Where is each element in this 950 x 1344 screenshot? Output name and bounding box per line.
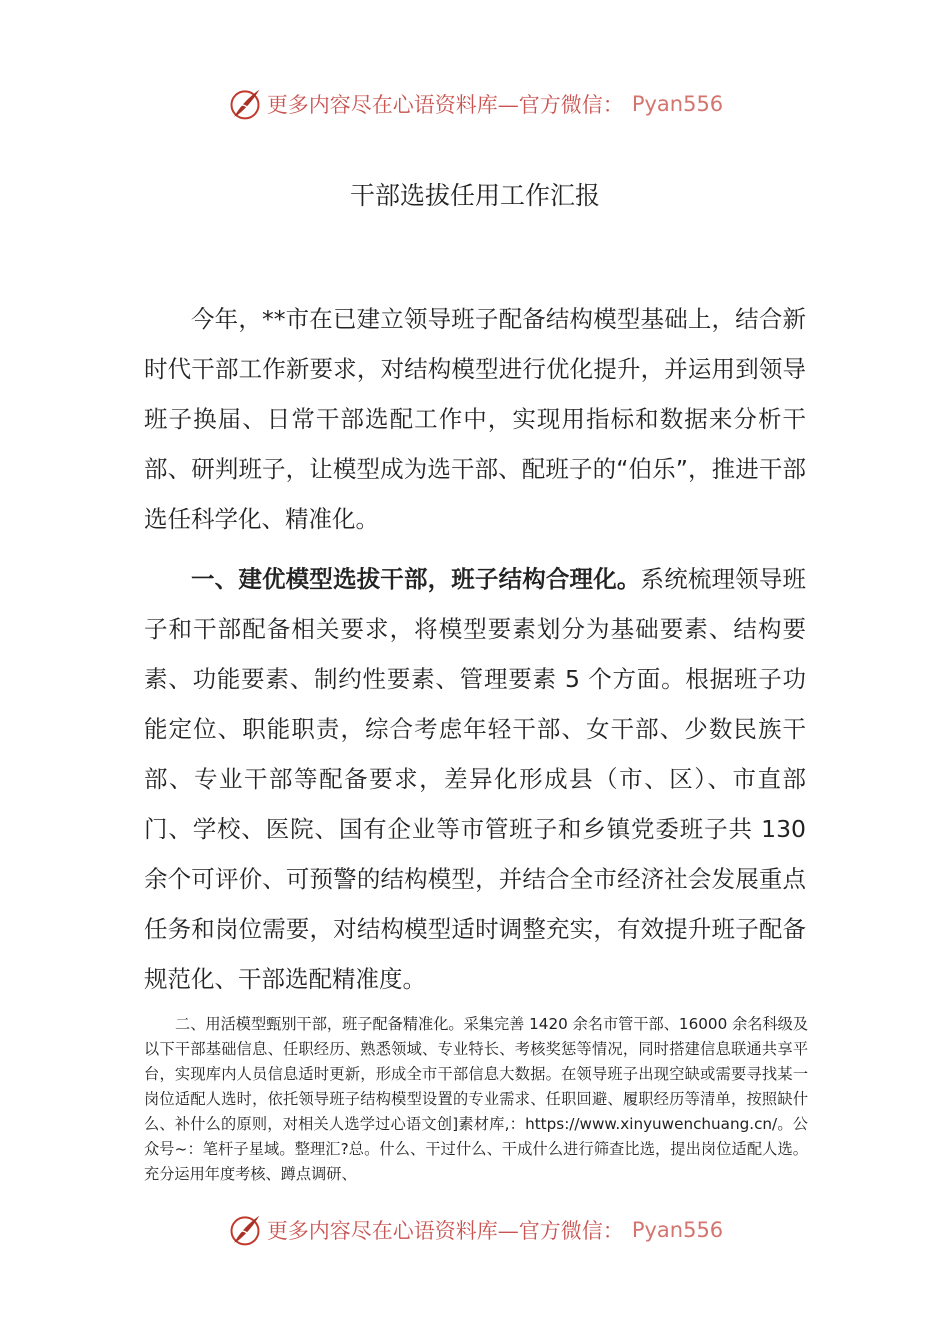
intro-paragraph: 今年，**市在已建立领导班子配备结构模型基础上，结合新时代干部工作新要求，对结构模型进行优化提升，并运用到领导班子换届、日常干部选配工作中，实现用指标和数据来分析干部、研判班子，让模型成为选干部、配班子的“伯乐”，推进干部选任科学化、精准化。: [144, 305, 806, 533]
document-title: 干部选拔任用工作汇报: [349, 181, 600, 210]
quill-logo-icon: [227, 86, 263, 122]
section-1-paragraph: [144, 554, 806, 1004]
footer-watermark-banner: [0, 1208, 950, 1252]
banner-text: 更多内容尽在心语资料库—官方微信：: [266, 93, 624, 117]
quill-logo-icon: [227, 1212, 263, 1248]
banner-text: 更多内容尽在心语资料库—官方微信：: [266, 1219, 624, 1243]
section-1-body: 系统梳理领导班子和干部配备相关要求，将模型要素划分为基础要素、结构要素、功能要素、制约性要素、管理要素 5 个方面。根据班子功能定位、职能职责，综合考虑年轻干部、女干部、少数民族干部、专业干部等配备要求，差异化形成县（市、区）、市直部门、学校、医院、国有企业等市管班子和乡镇党委班子共 130 余个可评价、可预警的结构模型，并结合全市经济社会发展重点任务和岗位需要，对结构模型适时调整充实，有效提升班子配备规范化、干部选配精准度。: [144, 565, 807, 993]
banner-wechat-id: Pyan556: [631, 92, 724, 116]
header-watermark-banner: [0, 82, 950, 126]
banner-wechat-id: Pyan556: [631, 1218, 724, 1242]
section-2-paragraph: 二、用活模型甄别干部，班子配备精准化。采集完善 1420 余名市管干部、16000 余名科级及以下干部基础信息、任职经历、熟悉领域、专业特长、考核奖惩等情况，同时搭建信息联通共享平台，实现库内人员信息适时更新，形成全市干部信息大数据。在领导班子出现空缺或需要寻找某一岗位适配人选时，依托领导班子结构模型设置的专业需求、任职回避、履职经历等清单，按照缺什么、补什么的原则，对相关人选学过心语文创]素材库,：https://www.xinyuwenchuang.cn/。公众号~：笔杆子星域。整理汇?总。什么、干过什么、干成什么进行筛查比选，提出岗位适配人选。充分运用年度考核、蹲点调研、: [144, 1015, 808, 1183]
section-1-heading: 一、建优模型选拔干部，班子结构合理化。: [191, 565, 641, 593]
